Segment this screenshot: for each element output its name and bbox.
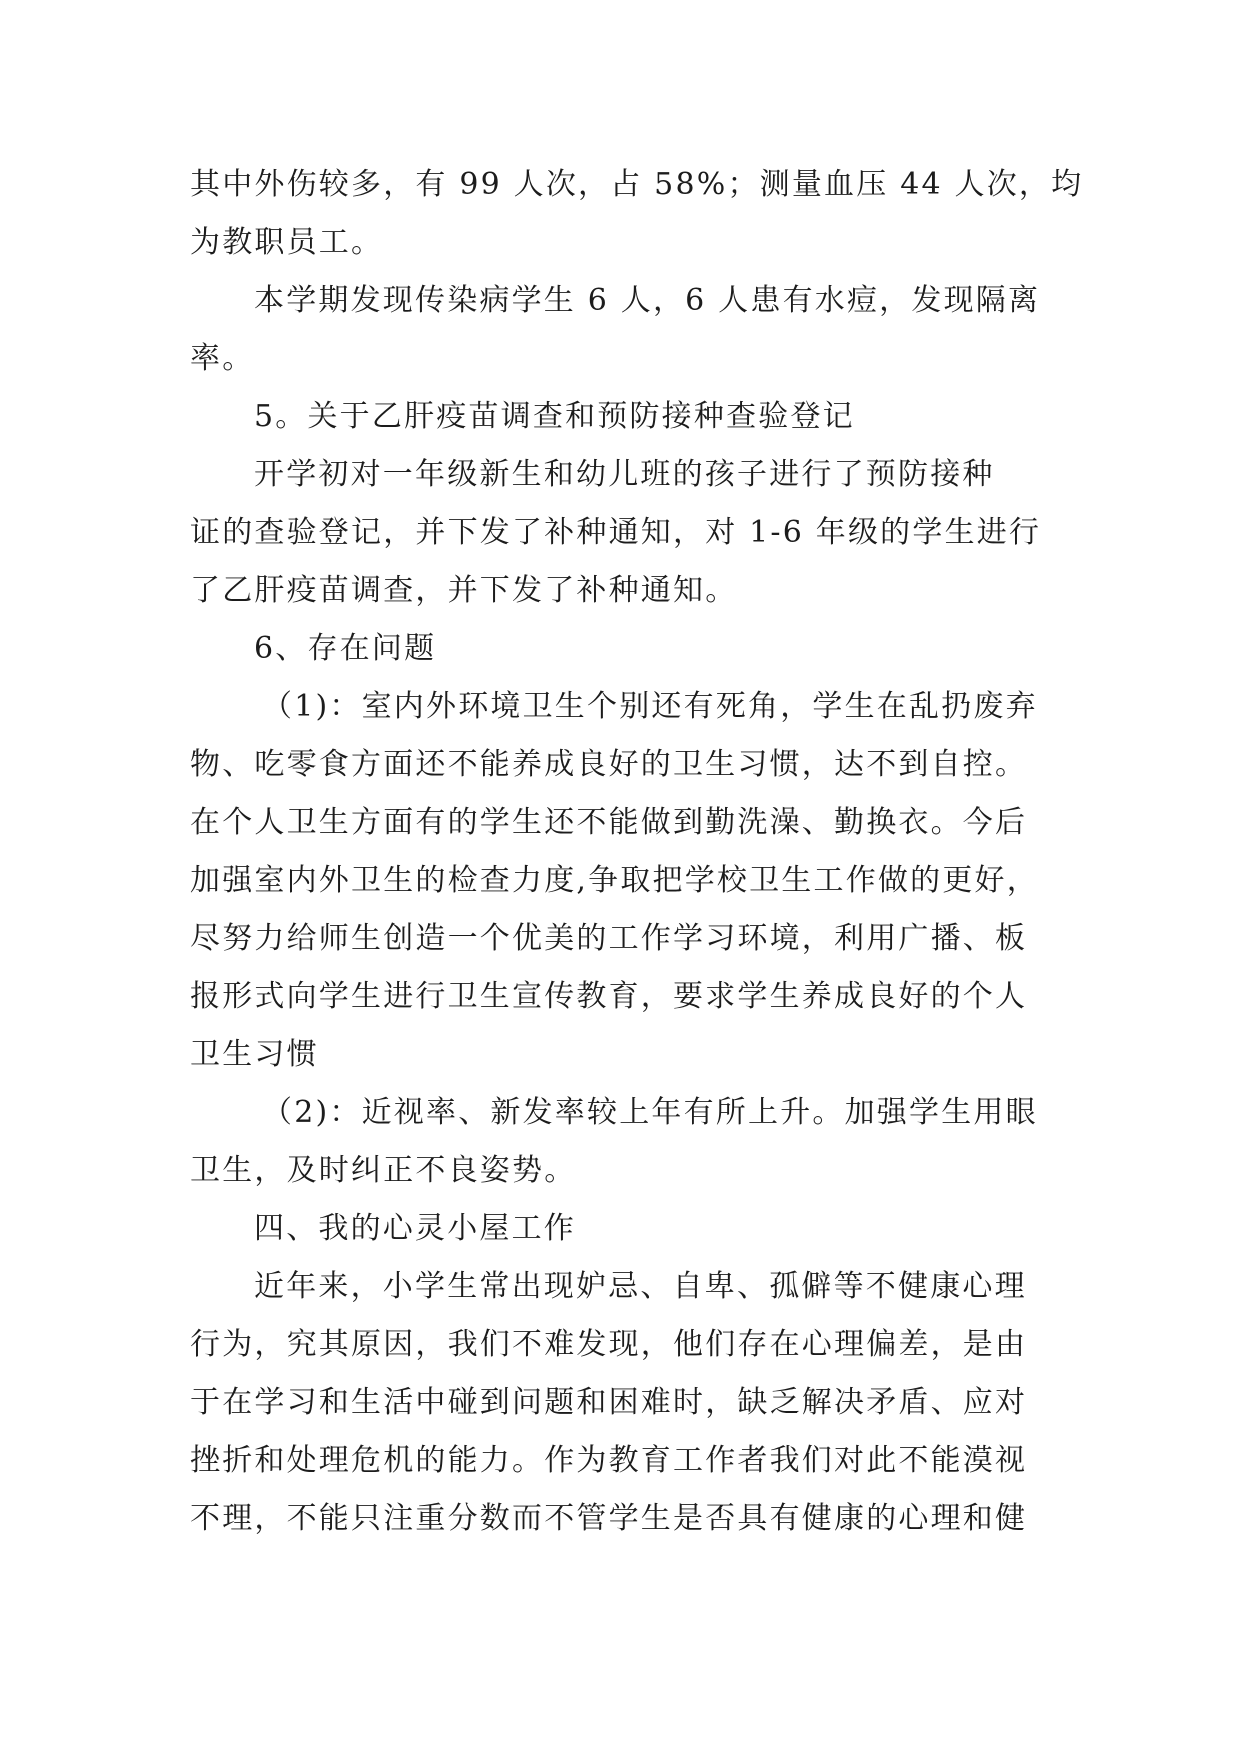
paragraph-start: 开学初对一年级新生和幼儿班的孩子进行了预防接种	[254, 457, 995, 492]
text-line: 卫生习惯	[190, 1037, 319, 1072]
text-line: 了乙肝疫苗调查，并下发了补种通知。	[190, 573, 738, 608]
text-line: 尽努力给师生创造一个优美的工作学习环境，利用广播、板	[190, 921, 1028, 956]
text-line: 物、吃零食方面还不能养成良好的卫生习惯，达不到自控。	[190, 747, 1028, 782]
text-line: 证的查验登记，并下发了补种通知，对 1-6 年级的学生进行	[190, 515, 1042, 550]
text-line: 率。	[190, 341, 255, 376]
text-line: 不理，不能只注重分数而不管学生是否具有健康的心理和健	[190, 1501, 1028, 1536]
text-line: 于在学习和生活中碰到问题和困难时，缺乏解决矛盾、应对	[190, 1385, 1028, 1420]
section-heading: 四、我的心灵小屋工作	[254, 1211, 576, 1246]
list-item-start: （2)：近视率、新发率较上年有所上升。加强学生用眼	[262, 1095, 1038, 1130]
text-line: 挫折和处理危机的能力。作为教育工作者我们对此不能漠视	[190, 1443, 1028, 1478]
text-line: 卫生，及时纠正不良姿势。	[190, 1153, 577, 1188]
section-heading: 6、存在问题	[254, 631, 437, 666]
text-line: 行为，究其原因，我们不难发现，他们存在心理偏差，是由	[190, 1327, 1028, 1362]
text-line: 加强室内外卫生的检查力度,争取把学校卫生工作做的更好，	[190, 863, 1039, 898]
text-line: 为教职员工。	[190, 225, 384, 260]
text-line: 其中外伤较多，有 99 人次，占 58%；测量血压 44 人次，均	[190, 167, 1084, 202]
text-line: 报形式向学生进行卫生宣传教育，要求学生养成良好的个人	[190, 979, 1028, 1014]
paragraph-start: 本学期发现传染病学生 6 人，6 人患有水痘，发现隔离	[254, 283, 1041, 318]
list-item-start: （1)：室内外环境卫生个别还有死角，学生在乱扔废弃	[262, 689, 1038, 724]
paragraph-start: 近年来，小学生常出现妒忌、自卑、孤僻等不健康心理	[254, 1269, 1027, 1304]
text-line: 在个人卫生方面有的学生还不能做到勤洗澡、勤换衣。今后	[190, 805, 1028, 840]
section-heading: 5。关于乙肝疫苗调查和预防接种查验登记	[254, 399, 855, 434]
